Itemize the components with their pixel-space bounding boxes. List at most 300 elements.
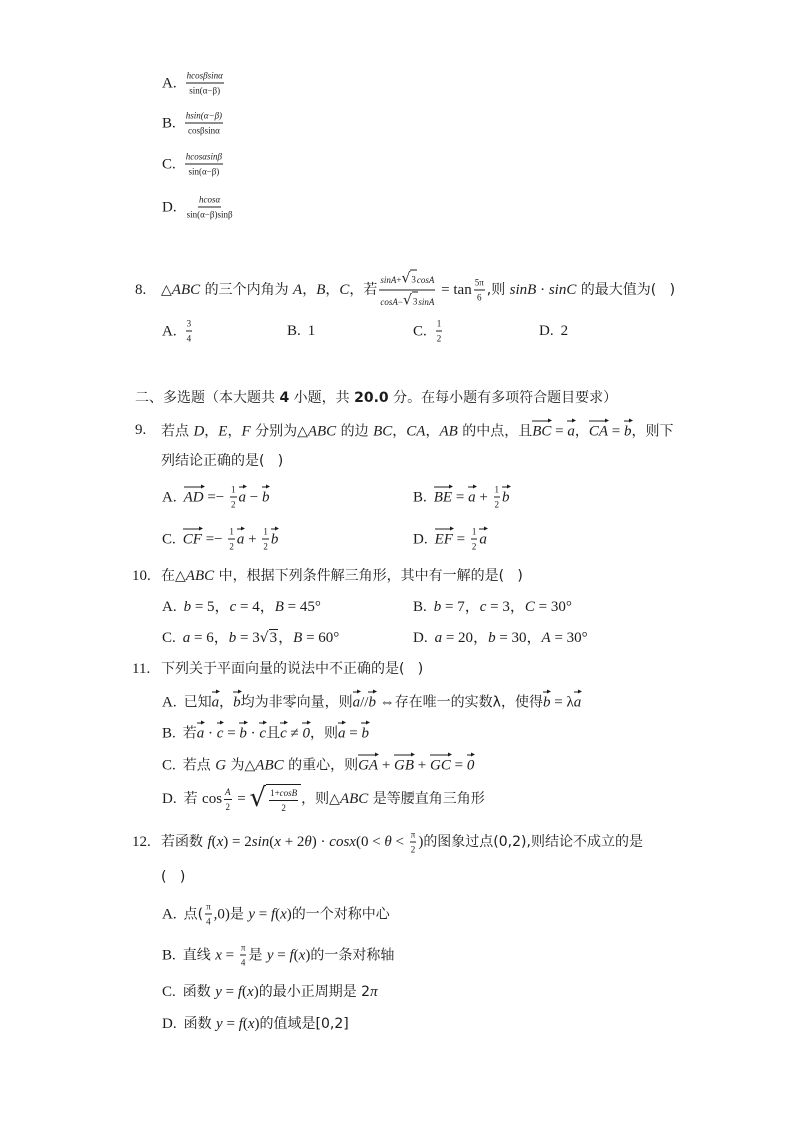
question-number (135, 280, 146, 300)
q12-stem-line1 (161, 829, 643, 856)
math-text: = 60° (302, 630, 340, 646)
option-label: C. (162, 156, 176, 172)
text-run: 直线 (182, 947, 216, 963)
math-text: = (452, 531, 469, 547)
vector-symbol: AD (184, 484, 204, 505)
math-italic: θ (304, 834, 312, 850)
math-text: = (223, 725, 240, 742)
fraction (494, 484, 501, 511)
denominator (186, 332, 193, 345)
q11-option-b (162, 721, 369, 744)
vector-symbol: b (233, 690, 241, 711)
math-italic: sinA (380, 275, 397, 285)
math-italic: a (434, 630, 443, 646)
option-label: D. (413, 630, 428, 646)
vector-symbol: a (567, 419, 575, 440)
text-run: ， (392, 423, 407, 440)
option-content (184, 318, 195, 344)
prev-option-c (162, 151, 225, 178)
math-italic: hcosα (198, 194, 221, 205)
q10-stem (161, 566, 523, 586)
math-text: cosβsinα (188, 125, 220, 136)
text-run: 若函数 (161, 834, 208, 850)
q8-option-d (539, 321, 568, 341)
fraction (186, 194, 234, 221)
option-label: A. (162, 323, 177, 339)
math-text: 2 (560, 323, 569, 339)
numerator (269, 787, 298, 801)
math-text: + (475, 489, 492, 505)
math-text: sin(α−β) (189, 85, 221, 96)
text-run: ， (227, 423, 242, 440)
option-content (561, 323, 569, 339)
math-text: 1 (471, 526, 477, 537)
math-italic: ABC (307, 423, 337, 440)
math-italic: θ (384, 834, 392, 850)
question-number (132, 832, 151, 852)
math-italic: f (237, 984, 243, 1000)
option-content (183, 726, 369, 742)
math-text: // (360, 694, 369, 711)
math-text: − (397, 297, 403, 307)
option-label: A. (162, 906, 177, 922)
q8-option-b (287, 321, 315, 341)
q9-option-a (162, 484, 269, 511)
option-label: B. (162, 725, 176, 742)
math-text: ) · (311, 834, 330, 850)
option-content (182, 526, 279, 552)
math-text: π (206, 901, 211, 912)
numerator (185, 110, 223, 124)
math-text: = 30， (495, 630, 542, 646)
q10-option-d (413, 628, 588, 648)
vector-symbol: BC (532, 419, 551, 440)
math-text: = 30° (550, 630, 588, 646)
fraction (410, 829, 417, 856)
math-italic: CA (406, 423, 426, 440)
math-text: 4 (206, 916, 211, 927)
denominator (240, 956, 247, 969)
math-italic: c (229, 599, 237, 615)
vector-symbol: c (280, 721, 287, 742)
option-label: C. (162, 984, 176, 1000)
denominator (230, 498, 237, 511)
math-text: cos (202, 791, 223, 807)
text-run: ，若 (349, 282, 378, 298)
q12-stem-line2 (161, 867, 185, 887)
text-run: 的图象过点(0,2),则结论不成立的是 (423, 834, 643, 850)
math-text: 5π (474, 277, 484, 288)
option-content (183, 630, 340, 646)
option-label: B. (162, 115, 176, 131)
denominator (205, 915, 212, 928)
square-root (403, 292, 418, 311)
math-italic: ABC (185, 568, 215, 584)
text-run: 的值域是[0,2] (259, 1016, 349, 1032)
math-text: = 6， (190, 630, 229, 646)
math-text: (0 < (355, 834, 385, 850)
option-label: D. (162, 1016, 177, 1032)
math-italic: x (247, 984, 254, 1000)
math-text: = (608, 423, 625, 440)
option-label: B. (413, 599, 427, 615)
fraction (205, 901, 212, 928)
q9-option-d (413, 526, 487, 553)
math-text: = (452, 489, 469, 505)
math-text: 6 (476, 292, 482, 303)
math-text: = (273, 947, 290, 963)
fraction (185, 151, 223, 178)
q10-option-a (162, 597, 321, 617)
text-run: ， (574, 423, 589, 440)
math-text: = (222, 1016, 239, 1032)
math-italic: C (524, 599, 535, 615)
math-italic: x (298, 947, 306, 963)
option-label: B. (162, 947, 176, 963)
denominator (494, 498, 501, 511)
math-text: · (246, 725, 260, 742)
prev-option-b (162, 110, 225, 137)
text-run: 在△ (161, 568, 186, 584)
fraction (474, 277, 485, 304)
prev-option-a (162, 70, 226, 97)
vector-symbol: b (543, 690, 551, 711)
text-run: 小题，共 (289, 390, 355, 406)
text-run: 若 (183, 791, 203, 807)
vector-symbol: 0 (467, 753, 475, 774)
math-text: = (345, 725, 362, 742)
option-content (434, 599, 572, 615)
text-run: 的重心，则 (283, 757, 359, 774)
option-content (433, 484, 510, 510)
math-text: = (221, 984, 238, 1000)
vector-symbol: EF (435, 526, 453, 547)
option-label: C. (413, 323, 427, 339)
section-heading (135, 388, 617, 408)
math-italic: a (182, 630, 191, 646)
fraction (269, 787, 298, 814)
vector-symbol: b (361, 721, 369, 742)
math-text: + (414, 757, 431, 774)
q9-option-b (413, 484, 510, 511)
math-text: ) (418, 834, 424, 850)
text-run: ,则 (486, 282, 510, 298)
denominator (379, 291, 435, 311)
math-italic: y (215, 984, 222, 1000)
math-italic: c (479, 599, 487, 615)
math-text: 4 (186, 333, 192, 344)
text-run: 若点 (161, 423, 194, 440)
q12-option-a (162, 901, 390, 928)
text-run: 存在唯一的实数λ，使得 (394, 694, 543, 711)
math-text: 2 (231, 499, 236, 510)
math-text: ( (269, 834, 275, 850)
bold-text: 20.0 (354, 390, 389, 406)
q11-option-c (162, 753, 474, 776)
math-italic: B (316, 282, 326, 298)
math-text: = 3， (486, 599, 525, 615)
math-text: 1+ (270, 788, 280, 798)
math-text: 1 (307, 323, 316, 339)
numerator (185, 151, 223, 165)
math-italic: hsin(α−β) (185, 110, 223, 121)
text-run: 点( (183, 906, 204, 922)
denominator (262, 540, 269, 553)
vector-symbol: BE (434, 484, 452, 505)
math-text: ) (286, 906, 292, 922)
text-run: ( ) (161, 869, 186, 885)
vector-symbol: a (197, 721, 205, 742)
math-italic: b (228, 630, 237, 646)
option-content (183, 110, 225, 136)
text-run: 的中点，且 (457, 423, 533, 440)
square-root (401, 270, 416, 289)
denominator (228, 540, 235, 553)
denominator (476, 291, 483, 304)
denominator (187, 165, 220, 178)
math-italic: cosB (279, 788, 298, 798)
math-italic: π (370, 984, 378, 1000)
option-content (184, 695, 582, 711)
math-italic: x (274, 834, 281, 850)
math-text: 2 (281, 803, 286, 813)
math-text: 3 (412, 296, 418, 307)
math-text: π (410, 829, 416, 840)
math-text: 2 (225, 801, 231, 812)
vector-symbol: c (217, 721, 224, 742)
q11-stem (161, 659, 423, 679)
text-run: 是等腰直角三角形 (368, 791, 485, 807)
option-label: D. (539, 323, 554, 339)
option-label: D. (413, 531, 428, 547)
math-text: 2 (494, 499, 500, 510)
q10-number: 10. (132, 568, 151, 584)
text-run: 函数 (182, 984, 216, 1000)
math-italic: G (215, 757, 227, 774)
option-content (435, 630, 588, 646)
denominator (187, 124, 221, 137)
math-text: ) (305, 947, 311, 963)
numerator (228, 526, 235, 540)
numerator (494, 484, 501, 498)
vector-symbol: a (479, 526, 487, 547)
option-content (184, 1016, 349, 1032)
math-text: = 7， (441, 599, 480, 615)
option-content (183, 758, 475, 774)
math-italic: f (207, 834, 212, 850)
math-text: = (221, 947, 238, 963)
text-run: 若点 (182, 757, 216, 774)
math-text: < (391, 834, 408, 850)
numerator (240, 942, 247, 956)
text-run: 函数 (183, 1016, 217, 1032)
math-text: =− (203, 489, 229, 505)
math-italic: A (293, 282, 303, 298)
option-content (184, 599, 321, 615)
q12-number: 12. (132, 834, 151, 850)
option-label: B. (287, 323, 301, 339)
denominator (225, 800, 232, 813)
math-text: ) (253, 984, 259, 1000)
vector-symbol: a (353, 690, 361, 711)
q11-number: 11. (132, 661, 151, 677)
math-italic: f (238, 1016, 243, 1032)
math-text: = λ (550, 694, 574, 711)
math-text: = (254, 906, 271, 922)
text-run: ， (219, 694, 234, 711)
fraction (186, 318, 193, 345)
text-run: 的最小正周期是 2 (258, 984, 371, 1000)
math-text: + (244, 531, 261, 547)
math-italic: E (218, 423, 228, 440)
prev-option-d (162, 194, 236, 221)
math-italic: A (541, 630, 551, 646)
math-text: 1 (231, 484, 236, 495)
text-run: 若 (182, 725, 197, 742)
option-content (434, 318, 445, 344)
vector-symbol: a (239, 484, 247, 505)
numerator (436, 318, 443, 332)
fraction (240, 942, 247, 969)
math-text: = 3 (236, 630, 260, 646)
math-italic: hcosβsinα (186, 70, 223, 81)
vector-symbol: a (212, 690, 220, 711)
text-run: 已知 (183, 694, 212, 711)
option-content (183, 484, 270, 510)
option-label: D. (162, 199, 177, 215)
text-run: 的边 (336, 423, 374, 440)
option-label: A. (162, 599, 177, 615)
option-label: C. (162, 757, 176, 774)
math-text: ⇔ (375, 694, 395, 711)
text-run: ， (302, 282, 317, 298)
math-text: 1 (229, 526, 234, 537)
option-content (183, 786, 485, 813)
q9-stem-line2 (161, 451, 283, 471)
numerator (474, 277, 485, 291)
math-italic: A (225, 786, 231, 797)
q9-number: 9. (135, 422, 147, 438)
text-run: ，则△ (301, 791, 340, 807)
math-italic: b (433, 599, 442, 615)
math-text: · (536, 282, 549, 298)
math-italic: cosx (329, 834, 356, 850)
math-italic: x (280, 906, 287, 922)
math-text: = (233, 791, 250, 807)
square-root (260, 629, 278, 647)
q12-option-d (162, 1014, 349, 1034)
vector-symbol: c (259, 721, 266, 742)
vector-symbol: b (239, 721, 247, 742)
math-text: π (240, 942, 246, 953)
fraction (262, 526, 269, 553)
math-text: + (378, 757, 395, 774)
math-italic: f (289, 947, 294, 963)
math-italic: cosA (380, 297, 398, 307)
q8-stem (161, 270, 675, 311)
math-text: 2 (471, 541, 477, 552)
math-text: ( (275, 906, 281, 922)
math-text: 2 (229, 541, 234, 552)
math-text: ,0) (213, 906, 230, 922)
option-content (308, 323, 316, 339)
vector-symbol: a (468, 484, 476, 505)
math-text: = (551, 423, 568, 440)
numerator (379, 270, 435, 291)
q10-option-b (413, 597, 572, 617)
math-text: ， (278, 630, 294, 646)
math-text: 3 (411, 274, 416, 285)
option-label: C. (162, 531, 176, 547)
math-italic: ABC (339, 791, 369, 807)
math-italic: sinB (509, 282, 537, 298)
math-italic: b (183, 599, 192, 615)
math-text: ≠ (286, 725, 303, 742)
numerator (262, 526, 269, 540)
math-italic: cosA (416, 275, 435, 285)
math-italic: AB (439, 423, 458, 440)
question-number (132, 659, 150, 679)
text-run: ， (325, 282, 340, 298)
text-run: ， (425, 423, 440, 440)
q10-option-c (162, 628, 339, 648)
option-content (434, 526, 487, 552)
math-italic: sinA (418, 297, 435, 307)
math-text: · (204, 725, 217, 742)
option-label: A. (162, 489, 177, 505)
option-label: C. (162, 630, 176, 646)
option-label: A. (162, 694, 177, 711)
math-italic: x (216, 834, 224, 850)
math-text: 4 (240, 957, 246, 968)
question-number (135, 420, 146, 440)
vector-symbol: b (624, 419, 632, 440)
math-italic: hcosαsinβ (185, 151, 222, 162)
denominator (186, 208, 234, 221)
vector-symbol: a (338, 721, 346, 742)
numerator (198, 194, 221, 208)
q12-option-c (162, 982, 378, 1002)
math-italic: y (248, 906, 255, 922)
option-label: D. (162, 791, 177, 807)
text-run: 中，根据下列条件解三角形，其中有一解的是( ) (214, 568, 523, 584)
denominator (280, 801, 287, 814)
q9-stem-line1 (161, 419, 674, 442)
math-text: 3 (269, 630, 278, 646)
text-run: 分。在每小题有多项符合题目要求） (388, 390, 618, 406)
numerator (186, 70, 224, 84)
text-run: 的一条对称轴 (310, 947, 395, 963)
math-italic: y (216, 1016, 223, 1032)
math-text: 2 (410, 844, 416, 855)
math-italic: ABC (171, 282, 201, 298)
math-text: + 2 (280, 834, 305, 850)
vector-symbol: b (502, 484, 510, 505)
text-run: ，则下 (631, 423, 674, 440)
math-text: =− (201, 531, 227, 547)
math-text: 3 (186, 318, 192, 329)
math-italic: D (193, 423, 205, 440)
math-text: sin(α−β) (188, 166, 220, 177)
square-root (250, 784, 302, 814)
q11-option-d (162, 784, 485, 814)
math-text: 2 (263, 541, 268, 552)
vector-symbol: b (271, 526, 279, 547)
numerator (205, 901, 212, 915)
vector-symbol: b (262, 484, 270, 505)
text-run: 二、多选题（本大题共 (135, 390, 280, 406)
math-italic: x (247, 1016, 255, 1032)
